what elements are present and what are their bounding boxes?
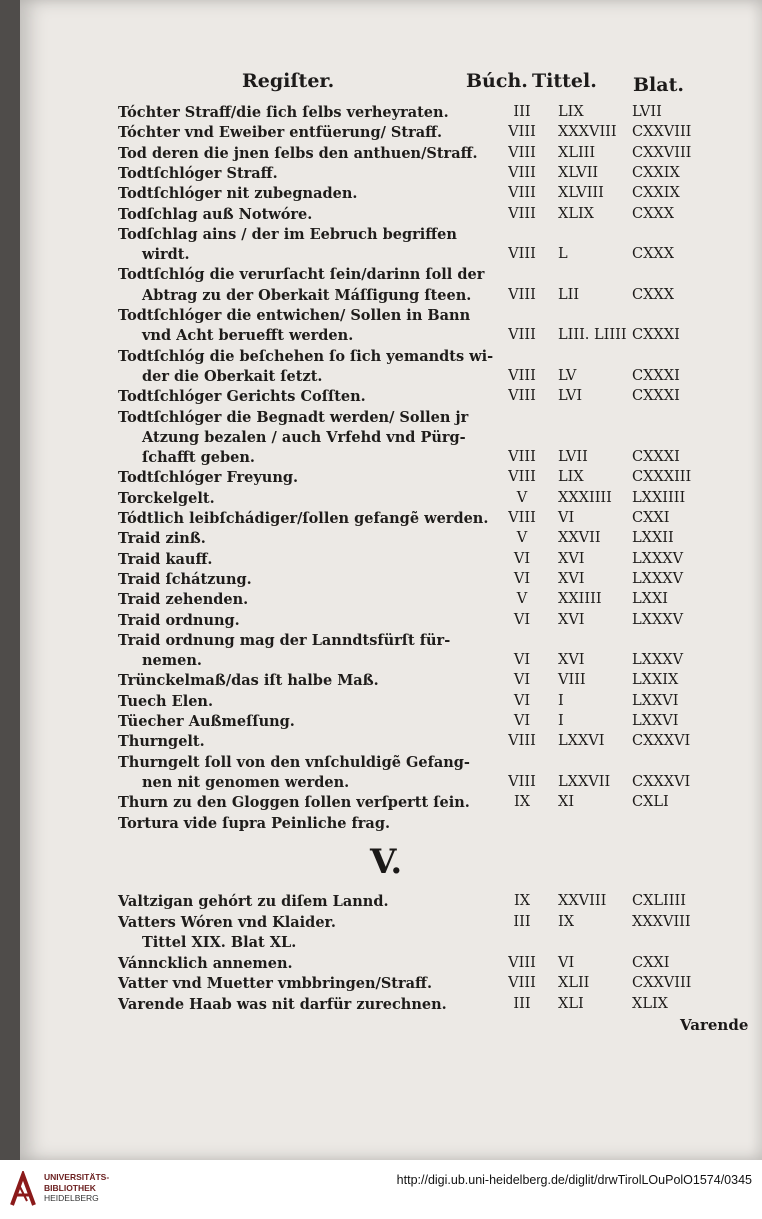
entry-blat: CXXI (632, 510, 670, 526)
entry-tittel: XXXVIII (558, 124, 617, 141)
entry-text: Traid zehenden. (118, 591, 249, 609)
entry-text: Tuech Elen. (118, 692, 214, 710)
register-entry (20, 409, 762, 429)
entry-text: ſchafft geben. (142, 449, 255, 467)
entry-blat: LXXII (632, 530, 674, 547)
register-entry (20, 307, 762, 327)
entry-text: Todtſchlóg die beſchehen ſo ſich yemandts wi- (118, 347, 494, 365)
register-entry (20, 226, 762, 246)
entry-tittel: LV (558, 367, 577, 384)
footer-bar (0, 1160, 762, 1219)
entry-text: wirdt. (142, 246, 190, 264)
entry-tittel: LXXVI (558, 733, 605, 750)
entry-tittel: XLI (558, 996, 584, 1012)
register-entry (20, 206, 762, 226)
entry-text: der die Oberkait ſetzt. (142, 367, 323, 385)
entry-text: Thurngelt. (118, 733, 205, 751)
register-heading: Regiſter. (242, 70, 335, 92)
entry-blat: LXXIX (632, 672, 679, 689)
entry-buch: VIII (508, 124, 536, 141)
entry-tittel: XXXIIII (558, 489, 612, 506)
register-entry (20, 955, 762, 975)
entry-buch: VIII (508, 185, 536, 202)
entry-buch: VIII (508, 449, 536, 466)
register-entry (20, 530, 762, 550)
entry-text: Tüecher Außmeſſung. (118, 713, 295, 730)
entry-buch: VIII (508, 975, 536, 992)
university-library-logo-icon (8, 1171, 38, 1207)
column-header-buch: Búch. (466, 70, 528, 92)
entry-text: Tod deren die jnen ſelbs den anthuen/Straff. (118, 144, 478, 162)
register-entry (20, 815, 762, 835)
entry-buch: VIII (508, 246, 536, 263)
register-entry (20, 733, 762, 753)
entry-buch: VIII (508, 327, 536, 344)
catchword: Varende (680, 1016, 749, 1034)
register-entry (20, 934, 762, 954)
register-entry (20, 652, 762, 672)
entry-tittel: XVI (558, 652, 585, 669)
entry-text: Todtſchlóg die verurſacht ſein/darinn ſoll der (118, 266, 485, 284)
register-entry (20, 754, 762, 774)
entry-text: Todtſchlóger Straff. (118, 164, 278, 182)
entry-text: Trünckelmaß/das iſt halbe Maß. (118, 672, 379, 690)
entry-tittel: XVI (558, 550, 585, 567)
register-entry (20, 185, 762, 205)
entry-buch: IX (513, 893, 531, 909)
entry-buch: VIII (508, 469, 536, 486)
entry-tittel: LIII. LIIII (558, 327, 627, 344)
entry-tittel: XLVII (558, 164, 599, 181)
register-entry (20, 429, 762, 449)
entry-tittel: XVI (558, 611, 585, 628)
entry-tittel: LVII (558, 449, 588, 466)
entry-buch: VIII (508, 286, 536, 303)
entry-text: Atzung bezalen / auch Vrfehd vnd Pürg- (142, 428, 466, 446)
entry-tittel: LXXVII (558, 773, 611, 790)
entry-blat: CXXX (632, 246, 675, 263)
entry-buch: VIII (508, 164, 536, 181)
entry-text: Thurngelt ſoll von den vnſchuldigẽ Gefang- (118, 753, 470, 771)
entry-text: Valtzigan gehórt zu diſem Lannd. (118, 893, 389, 910)
register-entry (20, 632, 762, 652)
entry-text: Todtſchlóger die Begnadt werden/ Sollen jr (118, 408, 469, 426)
entry-buch: V (516, 489, 528, 506)
entry-text: Tittel XIX. Blat XL. (142, 934, 297, 952)
entry-tittel: XI (558, 794, 575, 811)
entry-blat: LXXIIII (632, 489, 686, 506)
entry-blat: CXXIX (632, 164, 680, 181)
entry-blat: LXXXV (632, 550, 684, 567)
entry-text: Varende Haab was nit darfür zurechnen. (118, 996, 447, 1013)
entry-text: Tortura vide ſupra Peinliche frag. (118, 814, 391, 832)
entry-blat: XXXVIII (632, 913, 691, 930)
entry-blat: XLIX (632, 996, 669, 1012)
entry-text: Traid kauff. (118, 550, 213, 568)
register-entry (20, 348, 762, 368)
entry-buch: III (513, 996, 531, 1012)
entry-buch: VI (513, 550, 531, 567)
register-entry (20, 246, 762, 266)
entry-buch: III (513, 913, 531, 930)
register-entry (20, 914, 762, 934)
entry-blat: CXXXIII (632, 469, 692, 486)
register-entry (20, 571, 762, 591)
scanned-page (20, 0, 762, 1160)
entry-text: Vatters Wóren vnd Klaider. (118, 913, 336, 931)
entry-tittel: VIII (558, 672, 586, 689)
entry-text: Vánncklich annemen. (118, 954, 293, 972)
entry-blat: CXXXVI (632, 733, 691, 750)
register-entry (20, 612, 762, 632)
register-entry (20, 165, 762, 185)
entry-blat: CXXIX (632, 185, 680, 202)
register-entry (20, 551, 762, 571)
entry-text: nen nit genomen werden. (142, 773, 350, 791)
entry-text: Traid zinß. (118, 530, 206, 548)
register-entry (20, 693, 762, 713)
entry-buch: VI (513, 672, 531, 689)
entry-text: Thurn zu den Gloggen ſollen verſpertt ſein. (118, 794, 470, 812)
library-line-1: UNIVERSITÄTS- (44, 1172, 110, 1182)
register-entry (20, 591, 762, 611)
register-entry (20, 145, 762, 165)
entry-blat: LXXXV (632, 611, 684, 628)
register-entry (20, 266, 762, 286)
entry-buch: VIII (508, 510, 536, 526)
register-entry (20, 996, 762, 1016)
entry-blat: CXLIIII (632, 893, 686, 909)
entry-text: Abtrag zu der Oberkait Máſſigung ſteen. (142, 286, 472, 304)
entry-text: Traid ordnung mag der Lanndtsfürſt für- (118, 631, 451, 649)
entry-text: Todtſchlóger Freyung. (118, 469, 299, 487)
entry-text: Torckelgelt. (118, 489, 215, 507)
entry-tittel: VI (558, 510, 575, 526)
entry-buch: IX (513, 794, 531, 811)
entry-blat: CXXXI (632, 327, 680, 344)
entry-buch: VI (513, 692, 531, 709)
register-entry (20, 975, 762, 995)
entry-text: Todtſchlóger nit zubegnaden. (118, 185, 358, 203)
entry-blat: CXXXI (632, 449, 680, 466)
register-entry (20, 510, 762, 530)
entry-tittel: XVI (558, 570, 585, 587)
entry-buch: VIII (508, 367, 536, 384)
entry-tittel: VI (558, 954, 575, 971)
entry-tittel: L (558, 246, 568, 263)
register-entry (20, 104, 762, 124)
entry-blat: CXXX (632, 286, 675, 303)
section-letter-v: V. (370, 842, 403, 882)
entry-blat: CXXXI (632, 367, 680, 384)
entry-blat: LXXXV (632, 570, 684, 587)
register-entry (20, 368, 762, 388)
entry-text: Todſchlag auß Notwóre. (118, 205, 313, 223)
entry-blat: CXXXI (632, 388, 680, 405)
register-entry (20, 713, 762, 733)
entry-text: Traid ſchátzung. (118, 570, 252, 588)
register-entry (20, 774, 762, 794)
column-header-tittel: Tittel. (532, 70, 597, 92)
entry-text: Todſchlag ains / der im Eebruch begriffen (118, 225, 457, 243)
entry-tittel: XXVII (558, 530, 601, 547)
register-entry (20, 449, 762, 469)
library-name (44, 1172, 109, 1204)
entry-buch: VIII (508, 954, 536, 971)
entry-blat: CXXVIII (632, 144, 692, 161)
entry-text: Tódtlich leibſchádiger/ſollen gefangẽ werden. (118, 510, 489, 527)
register-entry (20, 287, 762, 307)
entry-buch: VI (513, 611, 531, 628)
entry-blat: LXXVI (632, 692, 679, 709)
register-entry (20, 469, 762, 489)
entry-tittel: XLIX (558, 205, 595, 222)
entry-tittel: LII (558, 286, 580, 303)
entry-tittel: I (558, 692, 564, 709)
entry-buch: VIII (508, 733, 536, 750)
entry-tittel: LVI (558, 388, 583, 405)
entry-tittel: LIX (558, 469, 584, 486)
entry-tittel: I (558, 713, 564, 729)
entry-text: nemen. (142, 652, 202, 670)
entry-text: vnd Acht beruefft werden. (142, 327, 354, 345)
entry-tittel: XXIIII (558, 591, 602, 608)
entry-blat: CXXI (632, 954, 670, 971)
entry-text: Tóchter Straff/die ſich ſelbs verheyraten. (118, 104, 449, 121)
entry-tittel: IX (558, 913, 575, 930)
entry-text: Traid ordnung. (118, 611, 240, 629)
entry-blat: CXXX (632, 205, 675, 222)
library-line-3: HEIDELBERG (44, 1193, 99, 1203)
entry-blat: CXXXVI (632, 773, 691, 790)
column-header-blat: Blat. (633, 74, 684, 96)
register-entry (20, 124, 762, 144)
entry-buch: VIII (508, 205, 536, 222)
register-entry (20, 327, 762, 347)
register-entry (20, 388, 762, 408)
entry-buch: III (513, 104, 531, 120)
entry-blat: CXLI (632, 794, 669, 811)
entry-blat: LXXVI (632, 713, 679, 729)
permalink-url[interactable]: http://digi.ub.uni-heidelberg.de/diglit/drwTirolLOuPolO1574/0345 (396, 1173, 752, 1187)
entry-blat: LXXI (632, 591, 669, 608)
entry-buch: V (516, 530, 528, 547)
entry-text: Todtſchlóger Gerichts Coſſten. (118, 388, 366, 406)
entry-text: Todtſchlóger die entwichen/ Sollen in Bann (118, 307, 471, 324)
entry-blat: CXXVIII (632, 975, 692, 992)
entry-text: Vatter vnd Muetter vmbbringen/Straff. (118, 975, 432, 993)
register-entry (20, 490, 762, 510)
entry-buch: VI (513, 570, 531, 587)
entry-blat: LVII (632, 104, 662, 120)
register-entry (20, 893, 762, 913)
entry-buch: VIII (508, 388, 536, 405)
entry-buch: VI (513, 713, 531, 729)
entry-tittel: XXVIII (558, 893, 607, 909)
entry-tittel: XLII (558, 975, 590, 992)
entry-blat: CXXVIII (632, 124, 692, 141)
entry-tittel: LIX (558, 104, 584, 120)
entry-buch: VI (513, 652, 531, 669)
entry-tittel: XLVIII (558, 185, 604, 202)
entry-buch: V (516, 591, 528, 608)
entry-buch: VIII (508, 144, 536, 161)
entry-text: Tóchter vnd Eweiber entfüerung/ Straff. (118, 124, 443, 142)
register-entry (20, 794, 762, 814)
entry-blat: LXXXV (632, 652, 684, 669)
entry-tittel: XLIII (558, 144, 596, 161)
register-entry (20, 672, 762, 692)
library-line-2: BIBLIOTHEK (44, 1182, 96, 1193)
entry-buch: VIII (508, 773, 536, 790)
